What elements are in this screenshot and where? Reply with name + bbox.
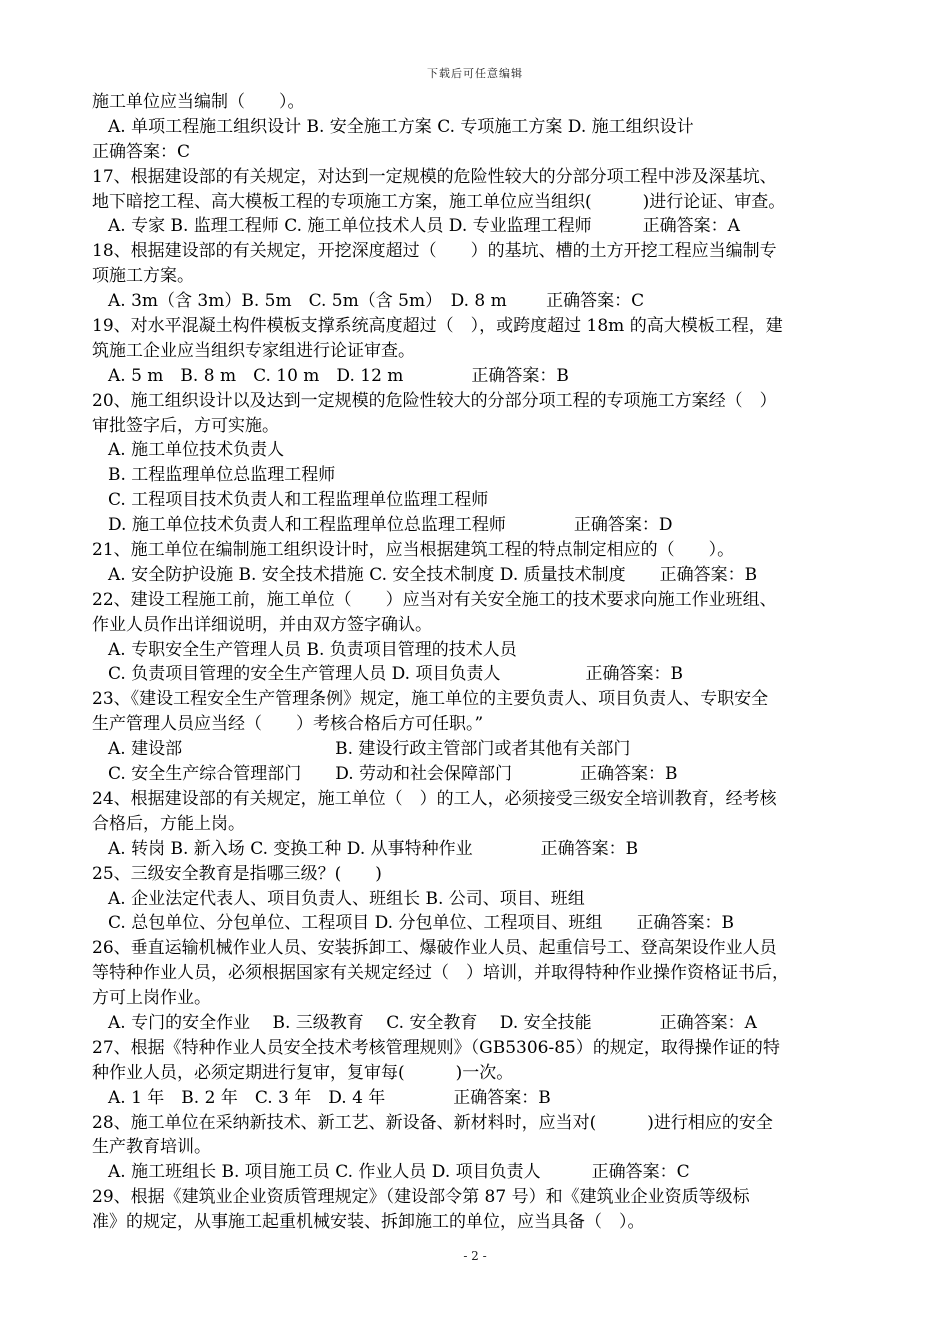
text-line: A. 施工单位技术负责人 — [108, 440, 285, 461]
text-line: A. 5 m B. 8 m C. 10 m D. 12 m 正确答案：B — [108, 365, 569, 386]
text-line: 作业人员作出详细说明，并由双方签字确认。 — [92, 614, 432, 635]
text-line: 21、施工单位在编制施工组织设计时，应当根据建筑工程的特点制定相应的（ ）。 — [92, 540, 735, 561]
text-line: 方可上岗作业。 — [92, 988, 211, 1009]
text-line: C. 安全生产综合管理部门 D. 劳动和社会保障部门 正确答案：B — [108, 764, 678, 785]
text-line: C. 总包单位、分包单位、工程项目 D. 分包单位、工程项目、班组 正确答案：B — [108, 913, 734, 934]
text-line: 审批签字后，方可实施。 — [92, 415, 279, 436]
text-line: 正确答案：C — [92, 141, 191, 162]
text-line: D. 施工单位技术负责人和工程监理单位总监理工程师 正确答案：D — [108, 515, 673, 536]
text-line: 29、根据《建筑业企业资质管理规定》（建设部令第 87 号）和《建筑业企业资质等级标 — [92, 1187, 750, 1208]
text-line: 施工单位应当编制（ ）。 — [92, 92, 305, 112]
text-line: 26、垂直运输机械作业人员、安装拆卸工、爆破作业人员、起重信号工、登高架设作业人员 — [92, 938, 777, 959]
text-line: A. 施工班组长 B. 项目施工员 C. 作业人员 D. 项目负责人 正确答案：C — [108, 1162, 690, 1183]
text-line: 项施工方案。 — [92, 266, 194, 287]
text-line: C. 工程项目技术负责人和工程监理单位监理工程师 — [108, 490, 489, 511]
text-line: A. 转岗 B. 新入场 C. 变换工种 D. 从事特种作业 正确答案：B — [108, 838, 639, 859]
text-line: C. 负责项目管理的安全生产管理人员 D. 项目负责人 正确答案：B — [108, 664, 683, 685]
text-line: 18、根据建设部的有关规定，开挖深度超过（ ）的基坑、槽的土方开挖工程应当编制专 — [92, 241, 777, 262]
page-body — [92, 90, 872, 1235]
text-line: 地下暗挖工程、高大模板工程的专项施工方案，施工单位应当组织( )进行论证、审查。 — [92, 191, 786, 212]
text-line: A. 安全防护设施 B. 安全技术措施 C. 安全技术制度 D. 质量技术制度 正确答案：B — [108, 564, 758, 585]
text-line: 23、《建设工程安全生产管理条例》规定，施工单位的主要负责人、项目负责人、专职安全 — [92, 689, 769, 710]
text-line: 等特种作业人员，必须根据国家有关规定经过（ ）培训，并取得特种作业操作资格证书后， — [92, 963, 789, 984]
text-line: A. 专家 B. 监理工程师 C. 施工单位技术人员 D. 专业监理工程师 正确答案：A — [108, 216, 740, 237]
text-line: 22、建设工程施工前，施工单位（ ）应当对有关安全施工的技术要求向施工作业班组、 — [92, 589, 777, 610]
text-line: A. 专门的安全作业 B. 三级教育 C. 安全教育 D. 安全技能 正确答案：A — [108, 1012, 757, 1033]
text-line: 种作业人员，必须定期进行复审，复审每( )一次。 — [92, 1062, 514, 1083]
text-line: A. 建设部 B. 建设行政主管部门或者其他有关部门 — [108, 739, 631, 760]
text-line: 生产管理人员应当经（ ）考核合格后方可任职。” — [92, 714, 484, 735]
text-line: A. 专职安全生产管理人员 B. 负责项目管理的技术人员 — [108, 639, 517, 660]
text-line: A. 1 年 B. 2 年 C. 3 年 D. 4 年 正确答案：B — [108, 1087, 551, 1108]
text-line: 生产教育培训。 — [92, 1137, 211, 1158]
text-line: 筑施工企业应当组织专家组进行论证审查。 — [92, 340, 415, 361]
text-line: 25、三级安全教育是指哪三级？( ) — [92, 863, 382, 884]
text-line: A. 企业法定代表人、项目负责人、班组长 B. 公司、项目、班组 — [108, 888, 585, 909]
text-line: 20、施工组织设计以及达到一定规模的危险性较大的分部分项工程的专项施工方案经（ ） — [92, 390, 777, 411]
text-line: 19、对水平混凝土构件模板支撑系统高度超过（ ），或跨度超过 18m 的高大模板工程，建 — [92, 316, 783, 337]
text-line: 准》的规定，从事施工起重机械安装、拆卸施工的单位，应当具备（ ）。 — [92, 1212, 645, 1233]
text-line: 28、施工单位在采纳新技术、新工艺、新设备、新材料时，应当对( )进行相应的安全 — [92, 1112, 773, 1133]
text-line: A. 3m（含 3m）B. 5m C. 5m（含 5m） D. 8 m 正确答案：C — [108, 291, 645, 312]
page-header: 下载后可任意编辑 — [427, 67, 523, 80]
page-number: - 2 - — [463, 1249, 487, 1263]
text-line: 27、根据《特种作业人员安全技术考核管理规则》（GB5306-85）的规定，取得操作证的特 — [92, 1037, 780, 1058]
text-line: 合格后，方能上岗。 — [92, 813, 245, 834]
text-line: 17、根据建设部的有关规定，对达到一定规模的危险性较大的分部分项工程中涉及深基坑、 — [92, 166, 777, 187]
text-line: A. 单项工程施工组织设计 B. 安全施工方案 C. 专项施工方案 D. 施工组织设计 — [108, 116, 694, 137]
text-line: 24、根据建设部的有关规定，施工单位（ ）的工人，必须接受三级安全培训教育，经考核 — [92, 788, 777, 809]
text-line: B. 工程监理单位总监理工程师 — [108, 465, 336, 486]
